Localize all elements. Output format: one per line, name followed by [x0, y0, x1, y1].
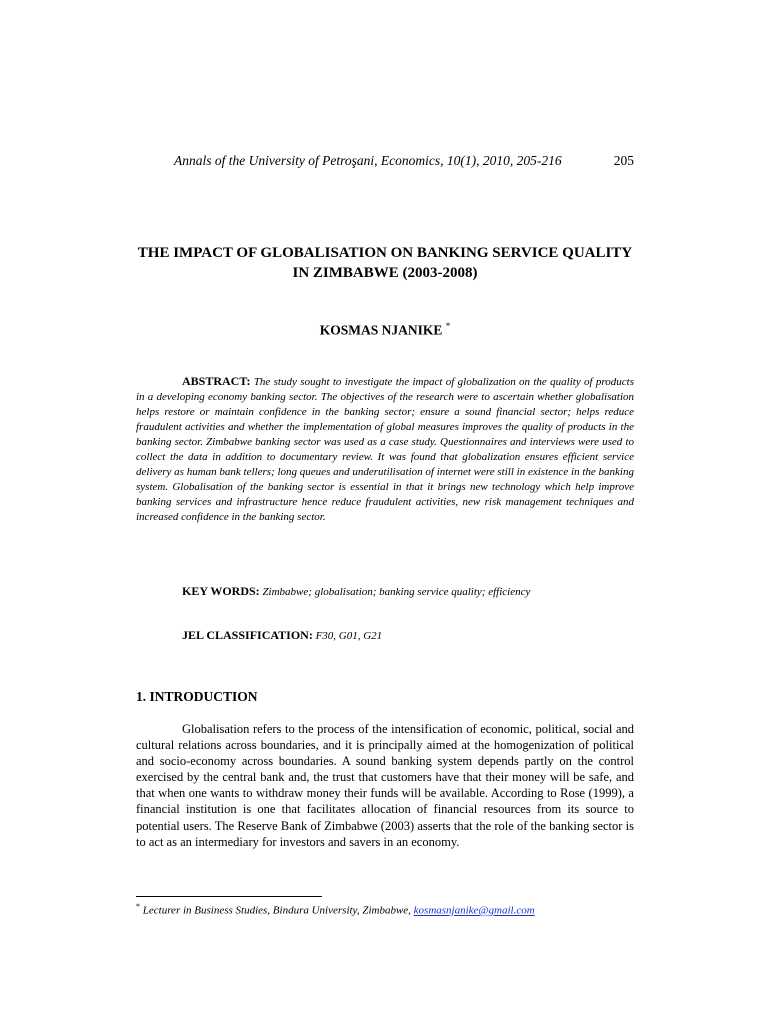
page-number: 205 — [613, 153, 634, 168]
section-heading-introduction: 1. INTRODUCTION — [136, 689, 258, 704]
author-name: KOSMAS NJANIKE — [319, 322, 443, 338]
abstract — [136, 374, 634, 525]
footnote-mark: * — [136, 902, 140, 911]
introduction-paragraph: Globalisation refers to the process of the intensification of economic, political, social and cultural relations across boundaries, and it is principally aimed at the homogenization of political and socio-economy across boundaries. A sound banking system depends partly on the control exercised by the central bank and, the trust that customers have that their money will be safe, and that when one wants to withdraw money their funds will be available. According to Rose (1999), a financial institution is one that facilitates allocation of financial resources from its source to potential users. The Reserve Bank of Zimbabwe (2003) asserts that the role of the banking sector is to act as an intermediary for investors and savers in an economy. — [136, 722, 634, 849]
jel-codes: F30, G01, G21 — [315, 630, 383, 642]
keywords-label: KEY WORDS: — [182, 584, 260, 598]
running-head — [174, 153, 634, 169]
jel-label: JEL CLASSIFICATION: — [182, 628, 313, 642]
author-email-link[interactable]: kosmasnjanike@gmail.com — [413, 904, 535, 917]
footnote-text: Lecturer in Business Studies, Bindura University, Zimbabwe, — [142, 904, 411, 917]
author-line — [136, 321, 634, 339]
footnote — [136, 902, 634, 917]
footnote-divider — [136, 896, 322, 897]
journal-citation: Annals of the University of Petroşani, Economics, 10(1), 2010, 205-216 — [174, 153, 562, 168]
author-footnote-mark: * — [445, 321, 451, 331]
keywords — [182, 584, 634, 599]
keywords-text: Zimbabwe; globalisation; banking service quality; efficiency — [262, 586, 531, 598]
paper-title: THE IMPACT OF GLOBALISATION ON BANKING SERVICE QUALITY IN ZIMBABWE (2003-2008) — [137, 245, 633, 281]
abstract-text: The study sought to investigate the impact of globalization on the quality of products in a developing economy banking sector. The objectives of the research were to ascertain whether globalisation helps restore or maintain confidence in the banking sector; ensure a sound financial sector; helps reduce fraudulent activities and whether the implementation of global measures improves the quality of products in the banking sector. Zimbabwe banking sector was used as a case study. Questionnaires and interviews were used to collect the data in addition to documentary review. It was found that globalization ensures efficient service delivery as human bank tellers; long queues and underutilisation of internet were still in existence in the banking system. Globalisation of the banking sector is essential in that it brings new technology which help improve banking services and infrastructure hence reduce fraudulent activities, new risk management techniques and increased confidence in the banking sector. — [136, 376, 635, 523]
jel-classification — [182, 628, 634, 643]
abstract-label: ABSTRACT: — [182, 374, 251, 388]
